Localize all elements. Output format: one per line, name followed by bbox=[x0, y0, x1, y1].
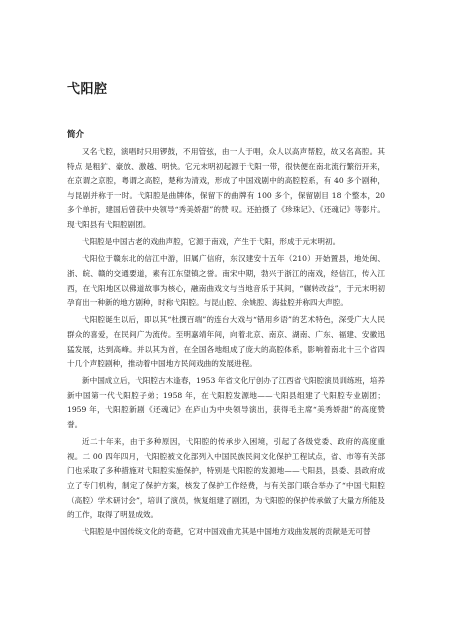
body-paragraph: 又名弋腔，演唱时只用锣鼓，不用管弦，由一人于唱，众人以高声帮腔，故又名高腔。其特点 是粗犷、豪放、激越、明快。它元末明初起源于弋阳一带，很快便在南北流行繁衍开来，在京谓之京腔，粤谓之高腔，楚称为清戏，形成了中国戏剧中的高腔腔系，有 40 多个剧种，与昆剧并称于一时。弋阳腔是曲牌体，保留下的曲牌有 100 多个，保留剧目 18 个整本，20 多个单折，建国后曾获中央领导“秀美娇甜”的赞 叹。还拍摄了《珍珠记》、《还魂记》等影片。现弋阳县有弋阳腔剧团。 bbox=[67, 147, 385, 229]
body-paragraph: 弋阳腔是中国古老的戏曲声腔，它源于南戏，产生于弋阳，形成于元末明初。 bbox=[82, 237, 341, 247]
body-paragraph: 近二十年来，由于多种原因，弋阳腔的传承步入困境，引起了各级党委、政府的高度重视。二 00 四年四月，弋阳腔被文化部列入中国民族民间文化保护工程试点，省、市等有关部门也采取了多种措施对弋阳腔实施保护，特别是弋阳腔的发源地——弋阳县，县委、县政府成立了专门机构，制定了保护方案，核发了保护工作经费，与有关部门联合举办了“中国弋阳腔（高腔）学术研讨会”，培训了演员，恢复组建了剧团，为弋阳腔的保护传承做了大量方所能及的工作，取得了明显成效。 bbox=[67, 437, 385, 520]
document-body bbox=[67, 145, 385, 543]
section-heading: 简介 bbox=[67, 130, 85, 140]
body-paragraph: 弋阳腔是中国传统文化的奇葩，它对中国戏曲尤其是中国地方戏曲发展的贡献是无可替 bbox=[82, 527, 371, 537]
document-title: 弋阳腔 bbox=[67, 82, 108, 97]
body-paragraph: 新中国成立后，弋阳腔古木逢春，1953 年省文化厅创办了江西省弋阳腔演员训练班，培养新中国第一代弋阳腔子弟；1958 年，在弋阳腔发源地——弋阳县组建了弋阳腔专业剧团；1959 年，弋阳腔新剧《还魂记》在庐山为中央领导演出，获得毛主席“美秀娇甜”的高度赞誉。 bbox=[67, 376, 385, 430]
body-paragraph: 弋阳腔诞生以后，即以其“杜撰百端”的连台大戏与“错用乡语”的艺术特色，深受广大人民群众的喜爱，在民间广为流传。至明嘉靖年间，向着北京、南京、湖南、广东、福建、安徽迅猛发展，达到高峰。并以其为首，在全国各地组成了庞大的高腔体系，影响着南北十三个省四十几个声腔剧种，推动着中国地方民间戏曲的发展进程。 bbox=[67, 315, 385, 369]
body-paragraph: 弋阳位于赣东北的信江中游，旧属广信府，东汉建安十五年（210）开始置县，地处闽、浙、皖、赣的交通要道，素有江东望镇之誉。南宋中期，勃兴于浙江的南戏，经信江，传入江西，在弋阳地区以佛道故事为核心，融南曲戏文与当地音乐于其间，“辗转改益”，于元末明初孕育出一种新的地方剧种，时称弋阳腔。与昆山腔、余姚腔、海盐腔并称四大声腔。 bbox=[67, 254, 385, 308]
